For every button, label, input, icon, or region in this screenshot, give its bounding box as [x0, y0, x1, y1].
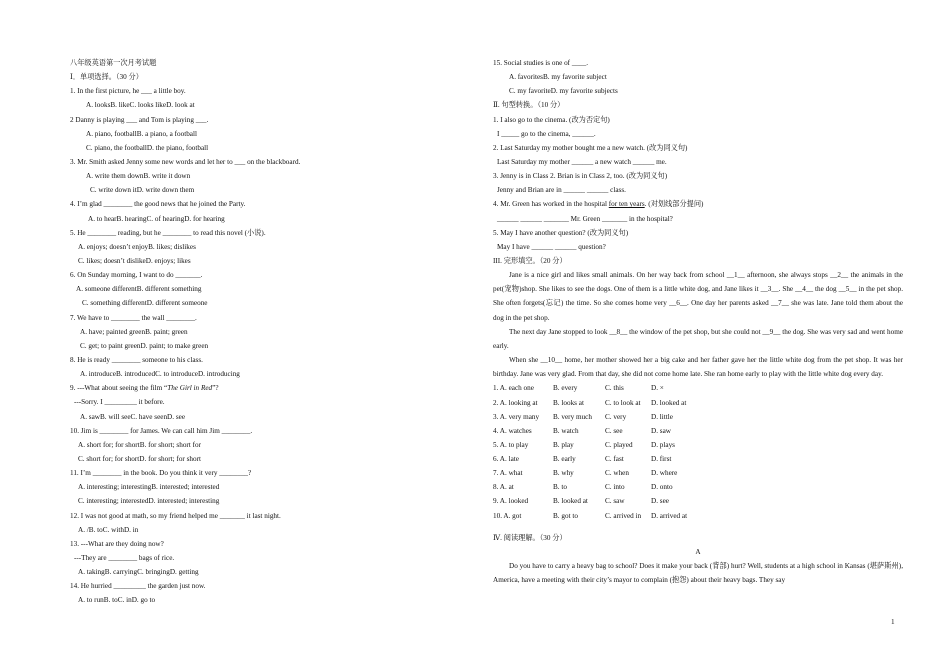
cloze-option: D. where: [651, 469, 678, 478]
section-4-heading: Ⅳ. 阅读理解。（30 分）: [493, 533, 567, 542]
question-11: 11. I’m ________ in the book. Do you think it very ________?: [70, 469, 252, 478]
cloze-option: B. early: [553, 455, 576, 464]
question-13-options: [70, 565, 470, 579]
option-d: D. write down them: [136, 186, 195, 195]
question-10: 10. Jim is ________ for James. We can call him Jim ________.: [70, 426, 253, 435]
transform-1: 1. I also go to the cinema. (改为否定句): [493, 115, 610, 124]
question-10-options-cd: [70, 452, 470, 466]
option-b: B. different something: [136, 285, 202, 294]
cloze-option: B. to: [553, 483, 567, 492]
cloze-option: D. arrived at: [651, 511, 688, 520]
option-a: A. piano, football: [86, 129, 137, 138]
option-c: C. in: [117, 596, 132, 605]
question-5: 5. He ________ reading, but he ________ to read this novel (小说).: [70, 228, 266, 237]
section-3-heading: III. 完形填空。（20 分）: [493, 256, 567, 265]
transform-2-answer: Last Saturday my mother ______ a new watch ______ me.: [497, 157, 667, 166]
option-b: B. likes; dislikes: [148, 242, 196, 251]
option-b: B. to: [88, 525, 103, 534]
cloze-option-row: [493, 509, 903, 523]
option-d: D. for hearing: [184, 214, 225, 223]
question-10-options-ab: [70, 438, 470, 452]
option-a: A. favorites: [509, 73, 543, 82]
cloze-option: 9. A. looked: [493, 497, 529, 506]
option-c: C. interesting; interested: [78, 497, 149, 506]
option-b: B. introduced: [115, 370, 156, 379]
option-a: A. write them down: [86, 172, 144, 181]
cloze-option: B. looks at: [553, 398, 584, 407]
option-a: A. saw: [80, 412, 100, 421]
option-d: D. look at: [166, 101, 195, 110]
film-title: The Girl in Red: [167, 384, 213, 393]
question-12-options: [70, 523, 470, 537]
section-1-heading: Ⅰ．单项选择。（30 分）: [70, 73, 143, 82]
cloze-paragraph-3: When she __10__ home, her mother showed her a big cake and her father gave her the little white dog from the pet shop. It was her birthday. Jane was very glad. From that day, she did not come home late. She ran home early to play with the little white dog every day.: [493, 356, 903, 379]
transform-1-answer: I _____ go to the cinema, ______.: [497, 129, 596, 138]
question-6-options-cd: [70, 296, 470, 310]
cloze-option-row: [493, 466, 903, 480]
cloze-option: 3. A. very many: [493, 412, 540, 421]
option-d: D. the piano, football: [146, 143, 209, 152]
option-b: B. like: [110, 101, 130, 110]
question-15-options-ab: [493, 70, 903, 84]
cloze-option: C. fast: [605, 455, 624, 464]
option-a: A. /: [78, 525, 89, 534]
option-b: B. for short; short for: [139, 440, 201, 449]
transform-4-answer: ______ ______ _______ Mr. Green _______ in the hospital?: [497, 214, 673, 223]
transform-3-answer: Jenny and Brian are in ______ ______ class.: [497, 186, 626, 195]
option-c: C. have seen: [130, 412, 168, 421]
option-d: D. different someone: [146, 299, 208, 308]
option-a: A. to hear: [88, 214, 117, 223]
option-a: A. short for; for short: [78, 440, 140, 449]
exam-title: 八年级英语第一次月考试题: [70, 59, 157, 67]
question-12: 12. I was not good at math, so my friend helped me _______ it last night.: [70, 511, 281, 520]
option-a: A. to run: [78, 596, 104, 605]
cloze-option: C. saw: [605, 497, 625, 506]
cloze-option: B. why: [553, 469, 574, 478]
cloze-option: 5. A. to play: [493, 440, 529, 449]
left-column: [70, 56, 470, 607]
option-c: C. something different: [82, 299, 147, 308]
option-d: D. interested; interesting: [148, 497, 220, 506]
cloze-option: C. to look at: [605, 398, 641, 407]
option-b: B. hearing: [116, 214, 147, 223]
cloze-paragraph-1: Jane is a nice girl and likes small animals. On her way back from school __1__ afternoon, she always stops __2__ the animals in the pet(宠物)shop. She likes to see the dogs. One of them is a little white dog, and Jane likes it __3__. She __4__ the dog __5__ in the pet shop. She often forgets(忘记) the time. So she comes home very __6__. One day her parents asked __7__ she was late. Jane told them about the dog in the pet shop.: [493, 271, 903, 322]
option-a: A. interesting; interesting: [78, 483, 152, 492]
transform-5: 5. May I have another question? (改为同义句): [493, 228, 629, 237]
option-a: A. looks: [86, 101, 111, 110]
underlined-phrase: for ten years: [608, 200, 645, 209]
transform-3: 3. Jenny is in Class 2. Brian is in Class 2, too. (改为同义句): [493, 172, 668, 181]
cloze-option: D. little: [651, 412, 673, 421]
option-c: C. looks like: [129, 101, 167, 110]
cloze-option: D. onto: [651, 483, 673, 492]
cloze-options: [493, 381, 903, 522]
reading-paragraph-1: Do you have to carry a heavy bag to school? Does it make your back (背部) hurt? Well, students at a high school in Kansas (堪萨斯州), America, have a meeting with their city’s mayor to complain (抱怨) about their heavy bags. They say: [493, 562, 903, 585]
option-b: B. my favorite subject: [542, 73, 607, 82]
question-1-options: [70, 98, 470, 112]
cloze-option: 8. A. at: [493, 483, 514, 492]
question-8: 8. He is ready ________ someone to his class.: [70, 355, 203, 364]
question-13: 13. ---What are they doing now?: [70, 539, 164, 548]
question-3-options-ab: [70, 169, 470, 183]
option-c: C. of hearing: [146, 214, 185, 223]
transform-4: 4. Mr. Green has worked in the hospital for ten years. (对划线部分提问): [493, 200, 704, 209]
cloze-option: C. into: [605, 483, 625, 492]
cloze-option: B. got to: [553, 511, 578, 520]
option-c: C. likes; doesn’t dislike: [78, 256, 146, 265]
cloze-option: 10. A. got: [493, 511, 522, 520]
question-7-options-cd: [70, 339, 470, 353]
question-13-reply: ---They are ________ bags of rice.: [74, 553, 175, 562]
question-5-options-ab: [70, 240, 470, 254]
cloze-option: C. arrived in: [605, 511, 642, 520]
cloze-option: C. played: [605, 440, 633, 449]
transform-2: 2. Last Saturday my mother bought me a new watch. (改为同义句): [493, 143, 688, 152]
cloze-option: D. ×: [651, 384, 664, 393]
question-14-options: [70, 593, 470, 607]
question-14: 14. He hurried _________ the garden just now.: [70, 582, 206, 591]
cloze-option: D. see: [651, 497, 669, 506]
question-7: 7. We have to ________ the wall ________.: [70, 313, 197, 322]
cloze-option: 1. A. each one: [493, 384, 534, 393]
cloze-option-row: [493, 424, 903, 438]
right-column: [493, 56, 903, 587]
option-d: D. my favorite subjects: [550, 87, 618, 96]
cloze-option-row: [493, 452, 903, 466]
question-2-options-cd: [70, 141, 470, 155]
option-d: D. enjoys; likes: [145, 256, 191, 265]
question-9-options: [70, 410, 470, 424]
question-5-options-cd: [70, 254, 470, 268]
question-15: 15. Social studies is one of ____.: [493, 59, 589, 67]
option-d: D. for short; for short: [139, 454, 201, 463]
cloze-option: C. this: [605, 384, 624, 393]
cloze-option-row: [493, 381, 903, 395]
cloze-option-row: [493, 410, 903, 424]
option-b: B. will see: [99, 412, 131, 421]
option-b: B. paint; green: [145, 327, 188, 336]
cloze-option: B. very much: [553, 412, 592, 421]
cloze-paragraph-2: The next day Jane stopped to look __8__ the window of the pet shop, but she could not __9__ the dog. She was very sad and went home early.: [493, 327, 903, 350]
section-2-heading: Ⅱ. 句型转换。（10 分）: [493, 101, 565, 110]
cloze-option: 7. A. what: [493, 469, 523, 478]
option-c: C. to introduce: [155, 370, 198, 379]
option-c: C. with: [102, 525, 124, 534]
option-d: D. introducing: [197, 370, 240, 379]
option-a: A. enjoys; doesn’t enjoy: [78, 242, 149, 251]
option-d: D. paint; to make green: [140, 341, 209, 350]
option-d: D. see: [167, 412, 186, 421]
question-11-options-cd: [70, 494, 470, 508]
question-2: 2 Danny is playing ___ and Tom is playing ___.: [70, 115, 209, 124]
option-c: C. get; to paint green: [80, 341, 141, 350]
option-a: A. someone different: [76, 285, 137, 294]
question-15-options-cd: [493, 84, 903, 98]
page-number: 1: [891, 618, 895, 626]
cloze-option: C. very: [605, 412, 627, 421]
option-a: A. have; painted green: [80, 327, 146, 336]
cloze-option: 4. A. watches: [493, 426, 532, 435]
question-6: 6. On Sunday morning, I want to do _______.: [70, 271, 203, 280]
question-3-options-cd: [70, 183, 470, 197]
question-9-reply: ---Sorry. I _________ it before.: [74, 398, 165, 407]
cloze-option-row: [493, 494, 903, 508]
option-b: B. carrying: [104, 568, 138, 577]
option-c: C. bringing: [137, 568, 170, 577]
option-a: A. introduce: [80, 370, 116, 379]
cloze-option: B. watch: [553, 426, 579, 435]
cloze-option-row: [493, 396, 903, 410]
question-8-options: [70, 367, 470, 381]
option-d: D. go to: [131, 596, 156, 605]
option-b: B. a piano, a football: [136, 129, 197, 138]
cloze-option: D. plays: [651, 440, 675, 449]
option-b: B. interested; interested: [151, 483, 220, 492]
passage-label: A: [695, 547, 701, 556]
question-2-options-ab: [70, 127, 470, 141]
option-c: C. short for; for short: [78, 454, 140, 463]
cloze-option-row: [493, 480, 903, 494]
cloze-option: 2. A. looking at: [493, 398, 538, 407]
cloze-option: 6. A. late: [493, 455, 519, 464]
question-1: 1. In the first picture, he ___ a little boy.: [70, 87, 186, 96]
question-7-options-ab: [70, 325, 470, 339]
question-6-options-ab: [70, 282, 470, 296]
cloze-option: B. every: [553, 384, 578, 393]
cloze-option-row: [493, 438, 903, 452]
cloze-option: B. looked at: [553, 497, 588, 506]
question-4-options: [70, 212, 470, 226]
cloze-option: B. play: [553, 440, 574, 449]
cloze-option: D. looked at: [651, 398, 687, 407]
option-c: C. write down it: [90, 186, 137, 195]
option-c: C. my favorite: [509, 87, 551, 96]
cloze-option: D. first: [651, 455, 672, 464]
cloze-option: D. saw: [651, 426, 671, 435]
option-d: D. getting: [169, 568, 199, 577]
option-a: A. taking: [78, 568, 105, 577]
option-b: B. write it down: [143, 172, 191, 181]
cloze-option: C. when: [605, 469, 629, 478]
option-d: D. in: [123, 525, 139, 534]
cloze-option: C. see: [605, 426, 623, 435]
question-11-options-ab: [70, 480, 470, 494]
option-c: C. piano, the football: [86, 143, 147, 152]
option-b: B. to: [103, 596, 118, 605]
question-4: 4. I’m glad ________ the good news that he joined the Party.: [70, 200, 246, 209]
question-3: 3. Mr. Smith asked Jenny some new words and let her to ___ on the blackboard.: [70, 157, 301, 166]
transform-5-answer: May I have ______ ______ question?: [497, 242, 606, 251]
question-9: 9. ---What about seeing the film “The Girl in Red”?: [70, 384, 219, 393]
